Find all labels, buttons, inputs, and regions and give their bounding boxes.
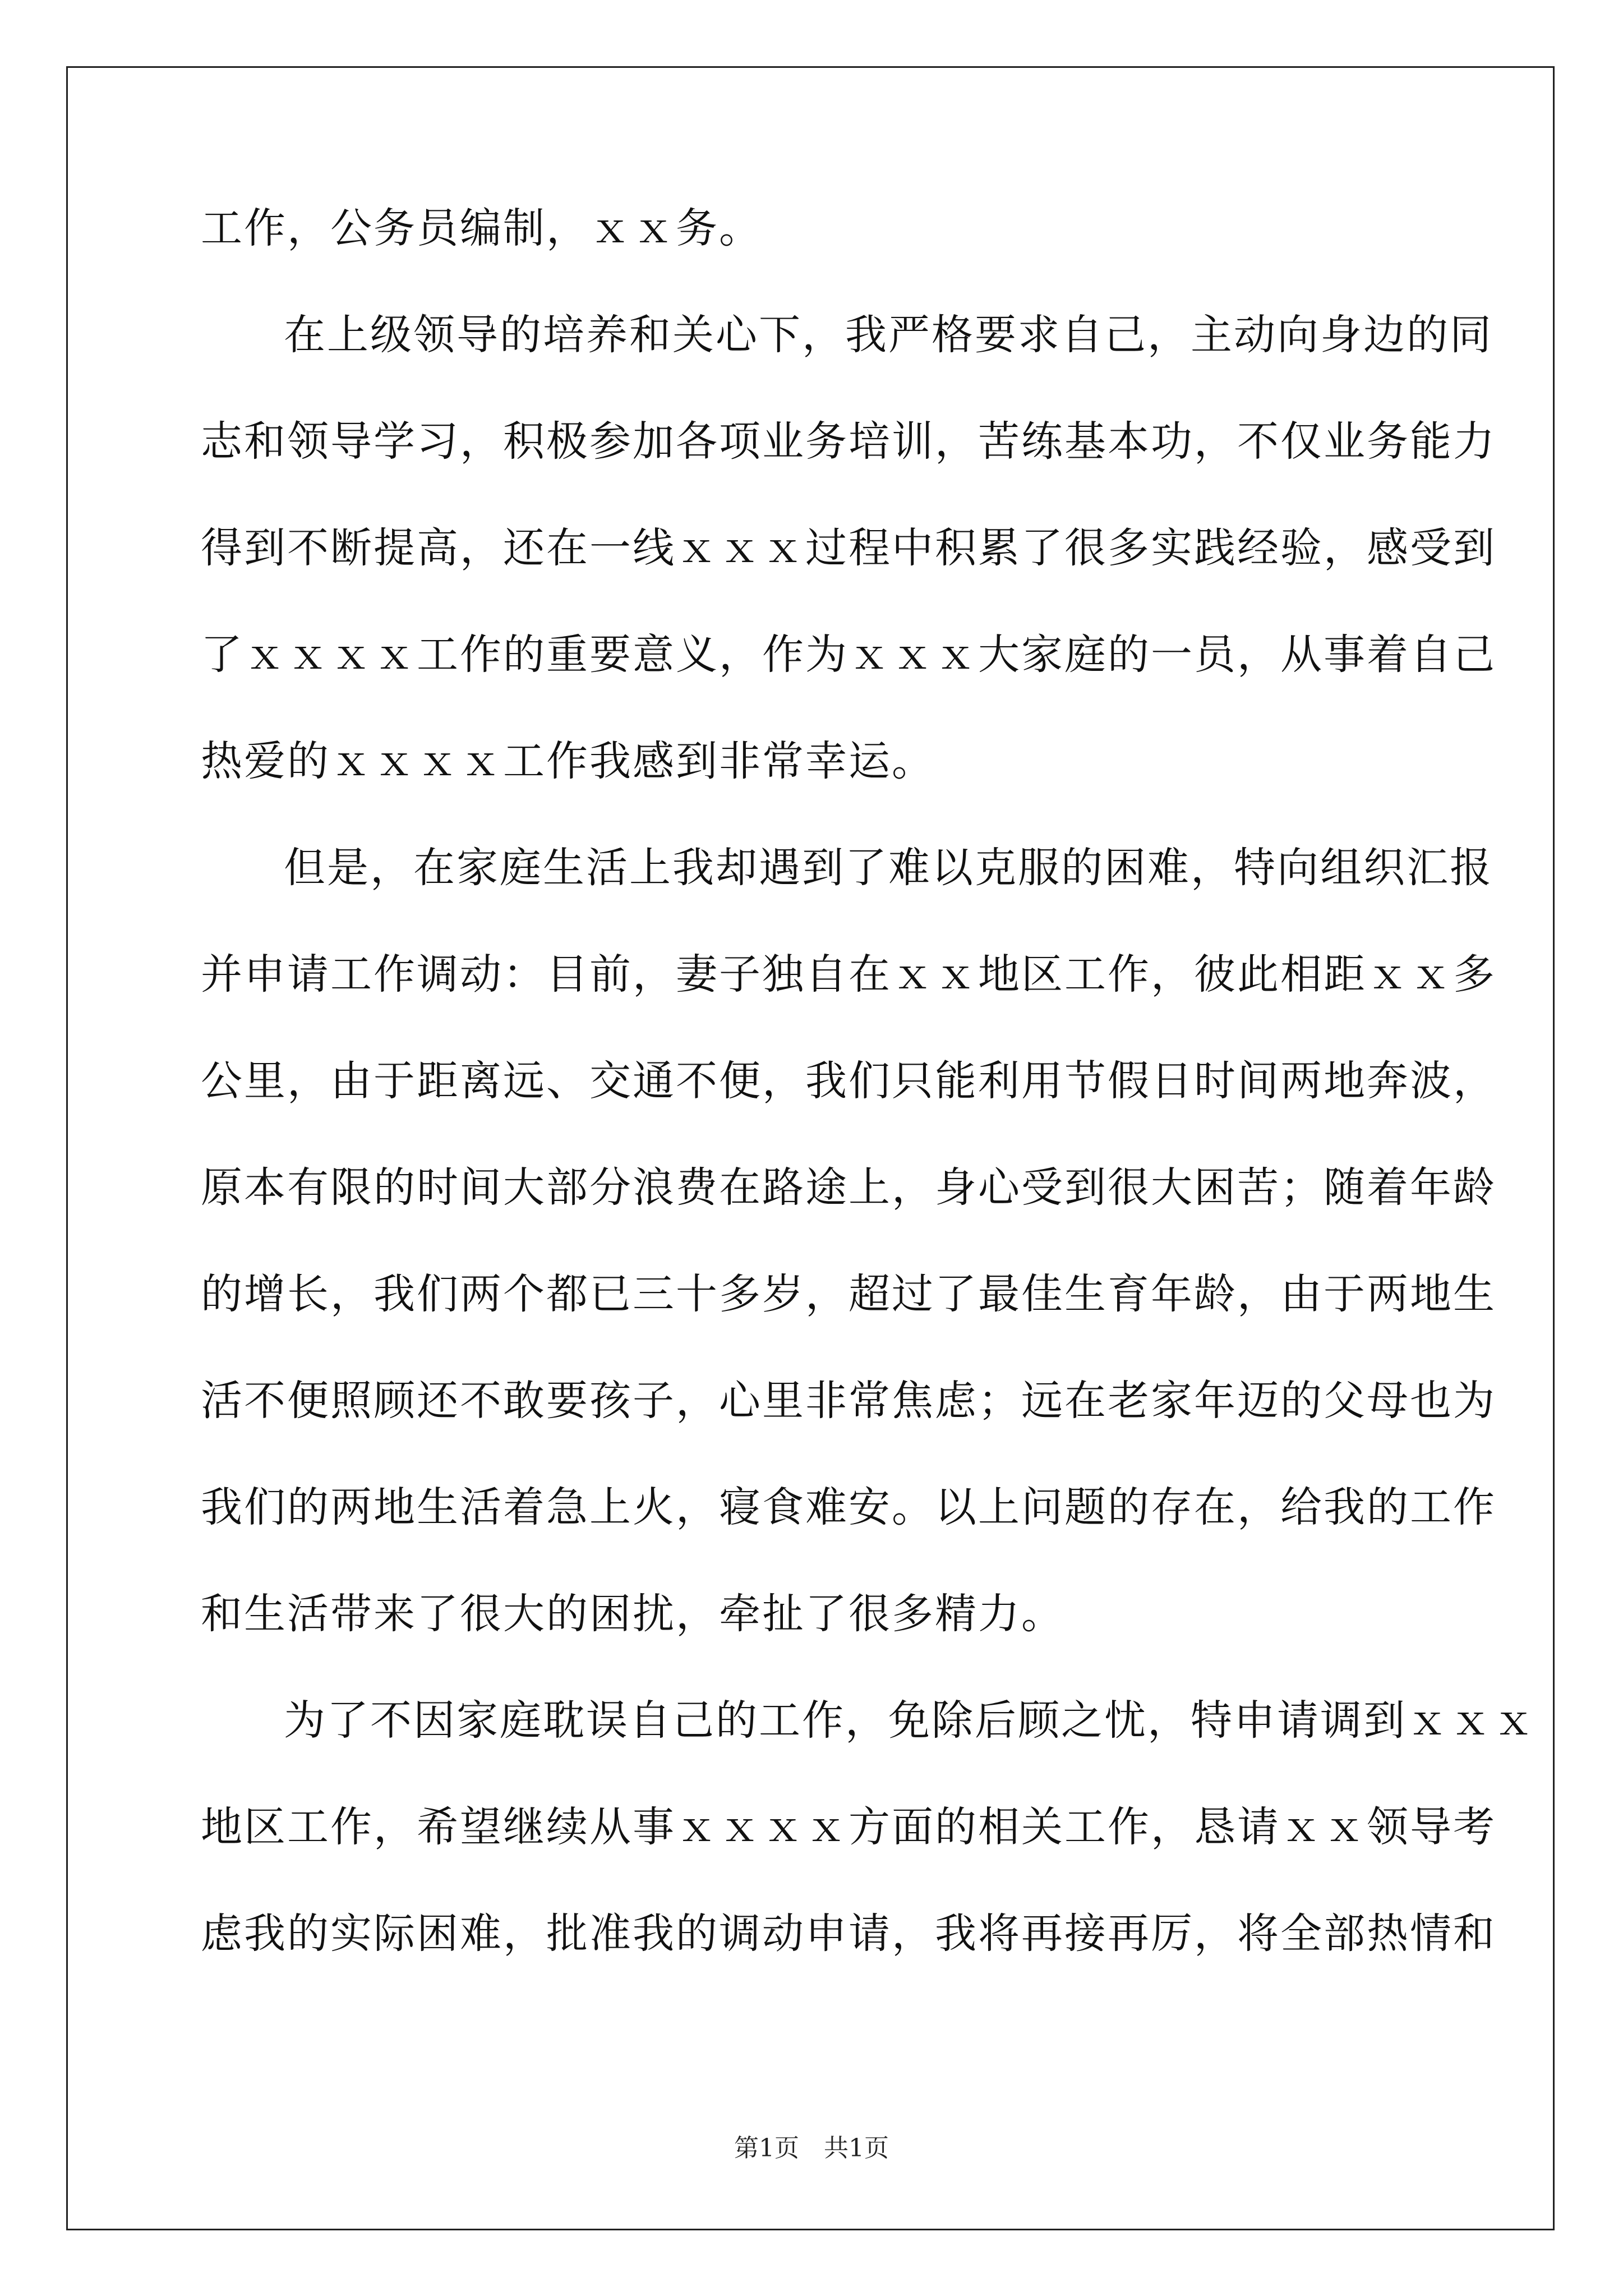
text-line: 并申请工作调动：目前，妻子独自在ｘｘ地区工作，彼此相距ｘｘ多 xyxy=(201,950,1496,999)
text-line: 为了不因家庭耽误自己的工作，免除后顾之忧，特申请调到ｘｘｘ xyxy=(284,1696,1536,1745)
page-number-footer: 第1页 共1页 xyxy=(734,2134,889,2162)
text-line: 了ｘｘｘｘ工作的重要意义，作为ｘｘｘ大家庭的一员，从事着自己 xyxy=(201,631,1496,679)
text-line: 和生活带来了很大的困扰，牵扯了很多精力。 xyxy=(201,1590,1064,1638)
text-line: 在上级领导的培养和关心下，我严格要求自己，主动向身边的同 xyxy=(284,311,1493,359)
text-line: 原本有限的时间大部分浪费在路途上，身心受到很大困苦；随着年龄 xyxy=(201,1163,1496,1212)
text-line: 但是，在家庭生活上我却遇到了难以克服的困难，特向组织汇报 xyxy=(284,844,1493,892)
text-line: 我们的两地生活着急上火，寝食难安。以上问题的存在，给我的工作 xyxy=(201,1483,1496,1531)
document-body xyxy=(201,202,1536,2014)
text-line: 得到不断提高，还在一线ｘｘｘ过程中积累了很多实践经验，感受到 xyxy=(201,524,1496,572)
text-line: 地区工作，希望继续从事ｘｘｘｘ方面的相关工作，恳请ｘｘ领导考 xyxy=(201,1803,1496,1851)
text-line: 公里，由于距离远、交通不便，我们只能利用节假日时间两地奔波， xyxy=(201,1057,1496,1105)
text-line: 的增长，我们两个都已三十多岁，超过了最佳生育年龄，由于两地生 xyxy=(201,1270,1496,1318)
text-line: 志和领导学习，积极参加各项业务培训，苦练基本功，不仅业务能力 xyxy=(201,417,1496,466)
text-line: 热爱的ｘｘｘｘ工作我感到非常幸运。 xyxy=(201,737,935,785)
text-line: 活不便照顾还不敢要孩子，心里非常焦虑；远在老家年迈的父母也为 xyxy=(201,1377,1496,1425)
text-line: 工作，公务员编制，ｘｘ务。 xyxy=(201,204,762,252)
text-line: 虑我的实际困难，批准我的调动申请，我将再接再厉，将全部热情和 xyxy=(201,1910,1496,1958)
